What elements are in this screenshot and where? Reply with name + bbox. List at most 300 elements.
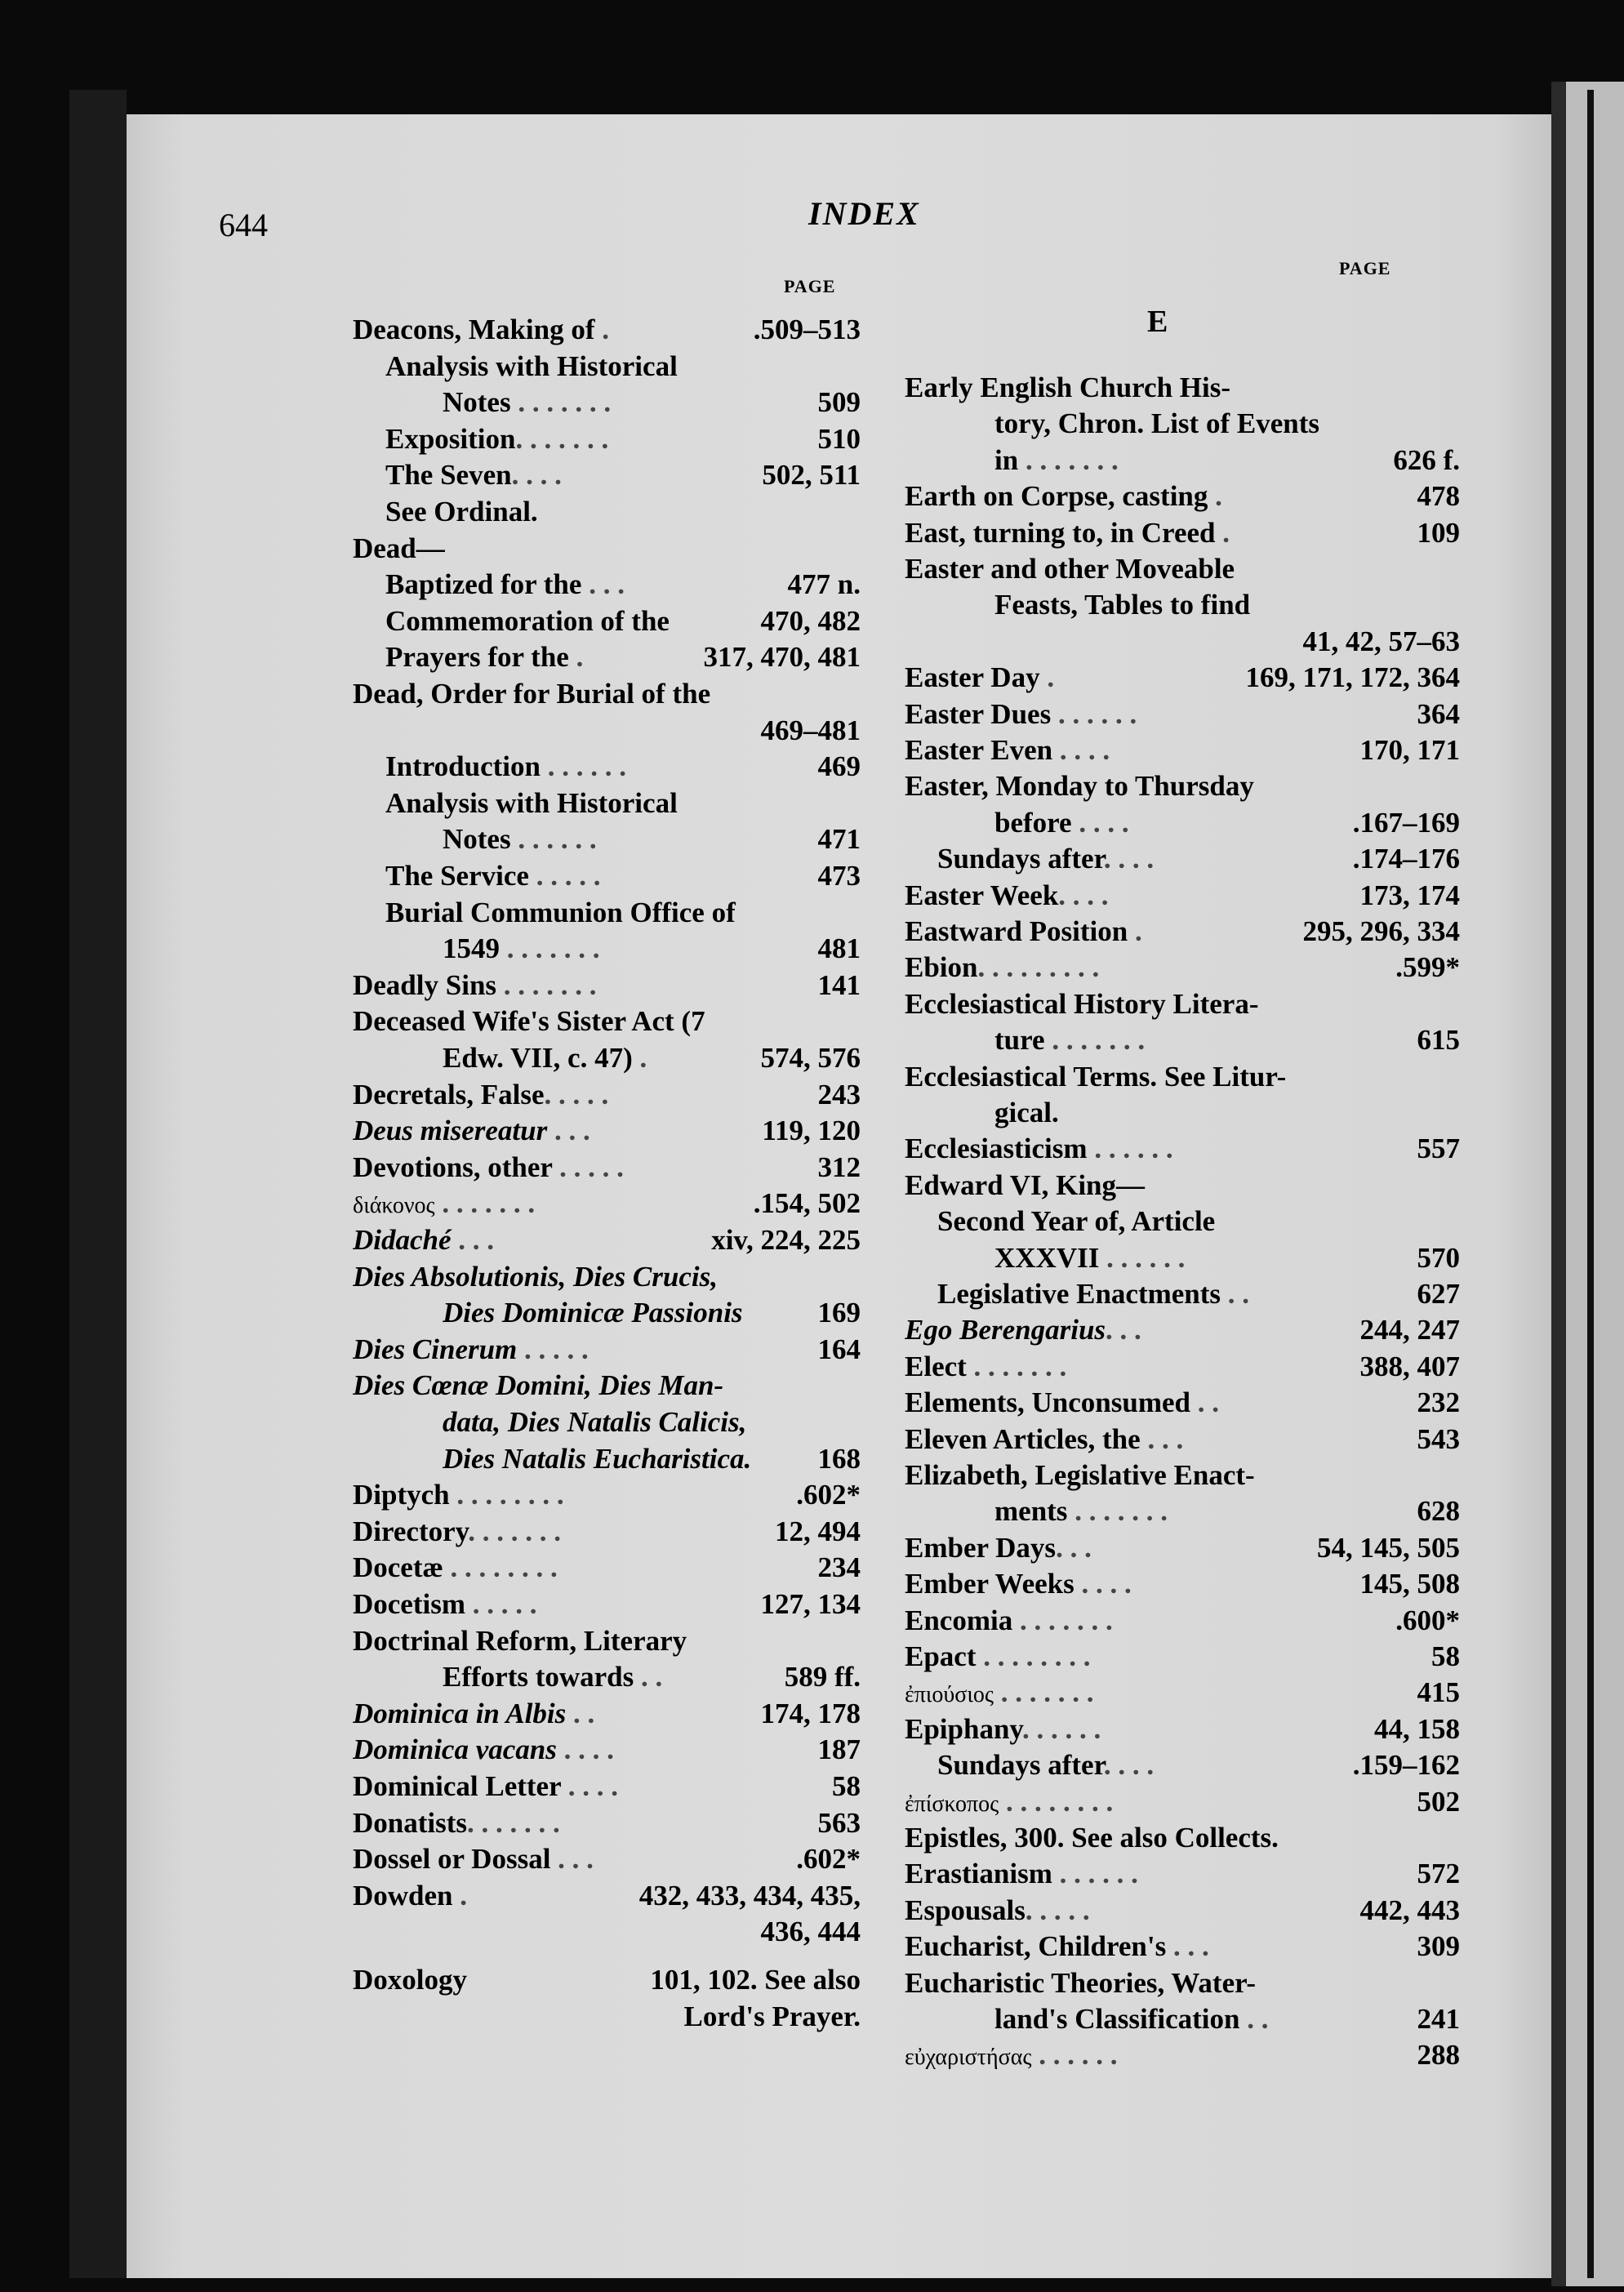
- dot-leader: . . .: [1106, 1314, 1141, 1346]
- index-entry: [353, 1964, 861, 1996]
- index-term: Ember Weeks: [905, 1568, 1075, 1600]
- index-term: Dowden: [353, 1879, 453, 1911]
- dot-leader: . . . . . . .: [500, 932, 600, 965]
- index-entry: [994, 1024, 1460, 1057]
- page-reference: 170, 171: [1359, 734, 1460, 766]
- index-entry: [353, 1479, 861, 1511]
- index-entry: [353, 532, 861, 565]
- index-term: Deadly Sins: [353, 968, 497, 1001]
- index-entry: [443, 932, 861, 965]
- page-reference: 626 f.: [1393, 443, 1460, 476]
- index-term: Deceased Wife's Sister Act (7: [353, 1005, 705, 1038]
- index-entry: [905, 1314, 1460, 1346]
- dot-leader: . . .: [550, 1843, 594, 1876]
- index-term: Ego Berengarius: [905, 1314, 1106, 1346]
- dot-leader: . . .: [547, 1115, 590, 1147]
- index-entry: [443, 1297, 861, 1329]
- dot-leader: .: [452, 1879, 468, 1911]
- index-entry: [443, 386, 861, 419]
- dot-leader: . .: [1190, 1386, 1220, 1419]
- index-term: before: [994, 806, 1072, 839]
- page-reference: 477 n.: [787, 568, 861, 601]
- index-term: Easter and other Moveable: [905, 553, 1235, 585]
- index-term: gical.: [994, 1097, 1059, 1128]
- index-term: Doxology: [353, 1964, 467, 1996]
- page-reference: 141: [817, 968, 861, 1001]
- index-entry: [905, 1568, 1460, 1600]
- index-entry: [905, 1894, 1460, 1927]
- dot-leader: . . .: [451, 1224, 495, 1256]
- page-reference: 174, 178: [760, 1697, 861, 1729]
- dot-leader: . . .: [1166, 1930, 1209, 1963]
- index-entry: [937, 1278, 1460, 1311]
- index-term: Decretals, False: [353, 1078, 545, 1110]
- index-entry: [905, 1061, 1460, 1093]
- index-entry: [905, 517, 1460, 550]
- dot-leader: . . . . . .: [1087, 1133, 1173, 1165]
- page-reference: 173, 174: [1359, 879, 1460, 911]
- index-term: Easter Even: [905, 734, 1053, 766]
- index-entry: [353, 1843, 861, 1876]
- index-term: XXXVII: [994, 1241, 1100, 1274]
- index-entry: [905, 1713, 1460, 1746]
- index-term: ments: [994, 1495, 1068, 1528]
- index-term: Second Year of, Article: [937, 1205, 1216, 1238]
- dot-leader: . . . .: [1071, 806, 1129, 839]
- index-entry: [905, 915, 1460, 948]
- index-entry: [353, 1625, 861, 1658]
- page-reference: 442, 443: [1359, 1894, 1460, 1926]
- page-reference: 615: [1417, 1024, 1460, 1057]
- index-term: Baptized for the: [385, 568, 582, 601]
- page-reference: 58: [832, 1770, 861, 1802]
- dot-leader: . . . . . . .: [468, 1515, 561, 1547]
- index-entry: [905, 1532, 1460, 1564]
- page-reference: 432, 433, 434, 435,: [638, 1879, 861, 1911]
- page-reference: 309: [1417, 1930, 1460, 1963]
- dot-leader: . . . .: [1052, 734, 1110, 766]
- index-term: The Service: [385, 860, 529, 892]
- index-entry: [994, 625, 1460, 658]
- page-reference: 101, 102. See also: [650, 1964, 861, 1996]
- page-reference: .159–162: [1352, 1749, 1460, 1782]
- index-term: Dossel or Dossal: [353, 1843, 551, 1876]
- page-reference: 58: [1431, 1640, 1460, 1672]
- page-reference: 415: [1417, 1676, 1460, 1709]
- index-term: Dead, Order for Burial of the: [353, 678, 711, 710]
- dot-leader: . . . . .: [544, 1078, 609, 1110]
- dot-leader: . . . . . .: [1052, 1858, 1138, 1890]
- index-entry: [443, 1042, 861, 1075]
- dot-leader: . . . . . .: [1031, 2039, 1118, 2072]
- page-reference: 317, 470, 481: [703, 641, 861, 674]
- index-entry: [353, 1369, 861, 1402]
- index-term: Sundays after: [937, 1749, 1104, 1782]
- index-entry: [385, 496, 861, 528]
- index-entry: [443, 2000, 861, 2033]
- index-entry: [905, 1423, 1460, 1456]
- running-head: INDEX: [808, 195, 920, 232]
- page-reference: 469–481: [760, 714, 861, 746]
- page-reference: 572: [1417, 1858, 1460, 1890]
- dot-leader: . . . . . . .: [994, 1676, 1094, 1709]
- index-entry: [905, 1459, 1460, 1492]
- index-entry: [994, 589, 1460, 621]
- index-term: Notes: [443, 386, 511, 419]
- dot-leader: . . . . . . . .: [443, 1551, 558, 1584]
- index-entry: [905, 1822, 1460, 1854]
- page-reference: .167–169: [1352, 806, 1460, 839]
- index-term: Dies Cinerum: [353, 1333, 518, 1365]
- index-term: Legislative Enactments: [937, 1278, 1221, 1310]
- page-reference: 509: [817, 386, 861, 419]
- index-term: land's Classification: [994, 2003, 1240, 2035]
- index-entry: [905, 553, 1460, 585]
- index-entry: [385, 750, 861, 783]
- dot-leader: . . . . . . .: [434, 1187, 536, 1220]
- dot-leader: . . . . .: [552, 1150, 624, 1183]
- page-reference: 627: [1417, 1278, 1460, 1310]
- dot-leader: . . . . . .: [1022, 1712, 1101, 1745]
- dot-leader: .: [1128, 915, 1142, 947]
- index-entry: [994, 407, 1460, 440]
- index-term: Epiphany: [905, 1712, 1022, 1745]
- dot-leader: . . . . . . . . .: [977, 951, 1100, 984]
- index-entry: [443, 714, 861, 747]
- index-entry: [994, 807, 1460, 839]
- page-reference: 44, 158: [1374, 1712, 1460, 1745]
- page-reference: .599*: [1395, 951, 1460, 984]
- page-reference: 510: [817, 422, 861, 455]
- facing-page-edge: [1566, 82, 1624, 2286]
- index-entry: [353, 1770, 861, 1803]
- dot-leader: . . .: [1140, 1422, 1184, 1455]
- index-term: Doctrinal Reform, Literary: [353, 1624, 687, 1657]
- dot-leader: . . . .: [1103, 843, 1155, 875]
- index-entry: [353, 1224, 861, 1257]
- dot-leader: . . . . . .: [1099, 1241, 1186, 1274]
- index-entry: [385, 641, 861, 674]
- page-reference: Lord's Prayer.: [683, 2000, 861, 2032]
- index-term: Earth on Corpse, casting: [905, 480, 1208, 513]
- index-entry: [905, 1967, 1460, 2000]
- dot-leader: . . . . . .: [1051, 697, 1137, 730]
- page-reference: xiv, 224, 225: [711, 1224, 861, 1256]
- page-reference: 12, 494: [775, 1515, 861, 1547]
- index-term: Efforts towards: [443, 1661, 634, 1693]
- index-term: Docetæ: [353, 1551, 443, 1584]
- dot-leader: . . . .: [1103, 1749, 1155, 1782]
- page-reference: 364: [1417, 697, 1460, 730]
- page-reference: 241: [1417, 2003, 1460, 2035]
- dot-leader: . . .: [581, 568, 625, 601]
- dot-leader: .: [1208, 480, 1222, 513]
- page-reference: 169, 171, 172, 364: [1245, 661, 1460, 694]
- index-term: Epact: [905, 1640, 977, 1672]
- index-entry: [905, 372, 1460, 404]
- index-entry: [937, 843, 1460, 875]
- index-entry: [994, 2003, 1460, 2036]
- index-entry: [353, 1551, 861, 1584]
- index-entry: [994, 444, 1460, 477]
- index-term: Easter Day: [905, 661, 1040, 694]
- index-entry: [385, 459, 861, 492]
- index-term: Burial Communion Office of: [385, 896, 736, 928]
- index-term: Eleven Articles, the: [905, 1422, 1141, 1455]
- index-term: Erastianism: [905, 1858, 1052, 1890]
- index-entry: [443, 823, 861, 856]
- page-reference: 312: [817, 1150, 861, 1183]
- index-entry: [385, 860, 861, 892]
- index-entry: [443, 1406, 861, 1439]
- index-entry: [385, 423, 861, 456]
- dot-leader: . . . .: [511, 459, 562, 492]
- page-reference: 168: [817, 1442, 861, 1475]
- index-term: Ecclesiastical Terms. See Litur-: [905, 1060, 1287, 1093]
- index-term: Deacons, Making of: [353, 314, 595, 345]
- index-entry: [353, 1880, 861, 1912]
- index-entry: [385, 897, 861, 929]
- index-term: Eastward Position: [905, 915, 1128, 947]
- index-term: Ecclesiastical History Litera-: [905, 987, 1259, 1020]
- index-term: Dominica in Albis: [353, 1697, 567, 1729]
- index-term: Edw. VII, c. 47): [443, 1042, 633, 1074]
- index-term: Exposition: [385, 422, 516, 455]
- page-reference: 502: [1417, 1785, 1460, 1818]
- page-reference: .600*: [1395, 1604, 1460, 1636]
- dot-leader: . . . . . . .: [1012, 1604, 1113, 1636]
- index-term: ture: [994, 1024, 1045, 1057]
- index-term: Analysis with Historical: [385, 349, 678, 382]
- index-entry: [353, 1515, 861, 1548]
- index-term: Directory: [353, 1515, 469, 1547]
- index-term: Elect: [905, 1350, 967, 1382]
- index-term: 1549: [443, 932, 500, 965]
- page-reference: 470, 482: [760, 604, 861, 637]
- dot-leader: . . . . . . . .: [999, 1785, 1114, 1818]
- dot-leader: . . . . . .: [540, 750, 626, 783]
- index-term: Elizabeth, Legislative Enact-: [905, 1459, 1255, 1491]
- index-entry: [353, 678, 861, 710]
- index-entry: [905, 1930, 1460, 1963]
- dot-leader: . .: [1239, 2003, 1269, 2035]
- index-term: Epistles, 300. See also Collects.: [905, 1822, 1279, 1854]
- page-reference: 570: [1417, 1241, 1460, 1274]
- index-term: data, Dies Natalis Calicis,: [443, 1406, 747, 1438]
- index-term: εὐχαριστήσας: [905, 2045, 1032, 2071]
- index-entry: [353, 1733, 861, 1766]
- index-term: Edward VI, King—: [905, 1168, 1146, 1201]
- index-entry: [443, 1661, 861, 1693]
- index-term: Dead—: [353, 532, 445, 564]
- index-term: Feasts, Tables to find: [994, 589, 1251, 621]
- index-entry: [385, 787, 861, 820]
- page-reference: 145, 508: [1359, 1568, 1460, 1600]
- index-entry: [353, 314, 861, 346]
- page-reference: 54, 145, 505: [1317, 1531, 1460, 1564]
- index-term: Devotions, other: [353, 1150, 553, 1183]
- dot-leader: . .: [566, 1697, 595, 1729]
- page-reference: 502, 511: [762, 459, 861, 492]
- index-entry: [905, 988, 1460, 1021]
- page-reference: 169: [817, 1297, 861, 1329]
- index-term: Docetism: [353, 1588, 466, 1620]
- index-entry: [443, 1443, 861, 1475]
- right-page-col-label: PAGE: [1339, 258, 1391, 278]
- dot-leader: . . . . . . .: [966, 1350, 1067, 1382]
- index-term: Dies Cœnæ Domini, Dies Man-: [353, 1369, 724, 1402]
- index-entry: [905, 1676, 1460, 1709]
- index-term: Ebion: [905, 951, 978, 984]
- index-entry: [905, 1169, 1460, 1202]
- dot-leader: . . . . . . .: [510, 386, 612, 419]
- dot-leader: . . . .: [560, 1770, 618, 1802]
- page-reference: 243: [817, 1078, 861, 1110]
- index-entry: [994, 1097, 1460, 1129]
- index-term: Early English Church His-: [905, 372, 1231, 403]
- page-reference: 574, 576: [760, 1042, 861, 1074]
- page-reference: 628: [1417, 1495, 1460, 1528]
- index-entry: [905, 1133, 1460, 1165]
- index-term: Dies Absolutionis, Dies Crucis,: [353, 1260, 718, 1293]
- index-term: Dominical Letter: [353, 1770, 561, 1802]
- page-reference: 563: [817, 1806, 861, 1839]
- section-letter: E: [1147, 305, 1168, 339]
- dot-leader: . . . . . . .: [1044, 1024, 1146, 1057]
- page-reference: 187: [817, 1733, 861, 1766]
- index-term: Notes: [443, 823, 511, 856]
- page-reference: 288: [1417, 2039, 1460, 2072]
- index-term: The Seven: [385, 459, 512, 492]
- page-reference: 234: [817, 1551, 861, 1584]
- index-entry: [353, 1151, 861, 1184]
- dot-leader: .: [632, 1042, 647, 1074]
- index-term: Espousals: [905, 1894, 1026, 1926]
- index-term: in: [994, 443, 1019, 476]
- dot-leader: . . . . . .: [510, 823, 597, 856]
- index-entry: [905, 2039, 1460, 2072]
- page-reference: .174–176: [1352, 843, 1460, 875]
- index-term: Elements, Unconsumed: [905, 1386, 1191, 1419]
- index-term: Commemoration of the: [385, 604, 670, 637]
- page-reference: 295, 296, 334: [1302, 915, 1460, 947]
- index-entry: [443, 1916, 861, 1948]
- dot-leader: .: [1215, 516, 1230, 549]
- index-term: Diptych: [353, 1479, 450, 1511]
- index-entry: [905, 1640, 1460, 1673]
- page-reference: .509–513: [753, 314, 861, 345]
- dot-leader: . . . . . . .: [467, 1806, 560, 1839]
- page-gutter: [1551, 82, 1566, 2286]
- dot-leader: .: [1039, 661, 1055, 694]
- index-entry: [905, 1858, 1460, 1890]
- dot-leader: . . . . .: [1025, 1894, 1090, 1926]
- index-entry: [994, 1495, 1460, 1528]
- index-term: ἐπίσκοπος: [905, 1791, 999, 1817]
- index-entry: [905, 661, 1460, 694]
- index-entry: [905, 879, 1460, 912]
- page-reference: 164: [817, 1333, 861, 1365]
- dot-leader: . . . .: [1058, 879, 1109, 911]
- index-term: East, turning to, in Creed: [905, 516, 1216, 549]
- index-term: Ember Days: [905, 1531, 1057, 1564]
- index-term: Deus misereatur: [353, 1115, 548, 1147]
- index-entry: [905, 1351, 1460, 1383]
- page-reference: 481: [817, 932, 861, 965]
- page-reference: 471: [817, 823, 861, 856]
- index-term: Dies Dominicæ Passionis: [443, 1297, 743, 1329]
- page-reference: 543: [1417, 1422, 1460, 1455]
- dot-leader: . .: [1221, 1278, 1250, 1310]
- dot-leader: . . . . . . . .: [976, 1640, 1091, 1672]
- page-reference: 473: [817, 860, 861, 892]
- index-entry: [905, 1604, 1460, 1637]
- index-term: tory, Chron. List of Events: [994, 407, 1319, 440]
- index-entry: [937, 1205, 1460, 1238]
- index-term: Easter, Monday to Thursday: [905, 770, 1254, 803]
- dot-leader: . . . .: [556, 1733, 614, 1766]
- index-term: Dominica vacans: [353, 1733, 557, 1766]
- dot-leader: . . . . . . . .: [449, 1479, 564, 1511]
- index-term: Ecclesiasticism: [905, 1133, 1088, 1165]
- index-term: Dies Natalis Eucharistica.: [443, 1442, 752, 1475]
- index-entry: [353, 1807, 861, 1840]
- dot-leader: .: [568, 641, 584, 674]
- index-entry: [353, 1187, 861, 1220]
- page-reference: 557: [1417, 1133, 1460, 1165]
- index-entry: [905, 770, 1460, 803]
- index-term: Easter Dues: [905, 697, 1052, 730]
- dot-leader: . . . . .: [517, 1333, 589, 1365]
- page-reference: 436, 444: [760, 1916, 861, 1948]
- index-entry: [385, 605, 861, 638]
- index-term: διάκονος: [353, 1193, 435, 1219]
- index-entry: [905, 734, 1460, 767]
- index-term: Donatists: [353, 1806, 468, 1839]
- page-reference: .602*: [796, 1479, 861, 1511]
- index-entry: [353, 1115, 861, 1147]
- dot-leader: . .: [634, 1661, 663, 1693]
- index-term: Introduction: [385, 750, 541, 783]
- page-reference: 589 ff.: [784, 1661, 861, 1693]
- index-term: Eucharistic Theories, Water-: [905, 1966, 1256, 1999]
- index-entry: [385, 350, 861, 383]
- index-entry: [353, 1698, 861, 1730]
- index-entry: [937, 1749, 1460, 1782]
- page-reference: 109: [1417, 516, 1460, 549]
- index-term: See Ordinal.: [385, 496, 538, 527]
- page-reference: 127, 134: [760, 1588, 861, 1620]
- page-reference: .602*: [796, 1843, 861, 1876]
- index-entry: [905, 951, 1460, 984]
- dot-leader: . . . . . . .: [1067, 1495, 1168, 1528]
- facing-page-rule: [1587, 90, 1594, 2278]
- page-reference: 232: [1417, 1386, 1460, 1419]
- index-entry: [905, 1386, 1460, 1419]
- index-entry: [905, 1786, 1460, 1818]
- index-term: Prayers for the: [385, 641, 569, 674]
- page-reference: 478: [1417, 480, 1460, 513]
- dot-leader: . . . . . . .: [496, 968, 597, 1001]
- index-term: Didaché: [353, 1224, 452, 1256]
- dot-leader: . . . . . . .: [1018, 443, 1119, 476]
- index-term: Analysis with Historical: [385, 786, 678, 819]
- left-page-col-label: PAGE: [784, 276, 836, 296]
- index-entry: [905, 480, 1460, 513]
- dot-leader: . . . .: [1074, 1568, 1132, 1600]
- index-entry: [353, 969, 861, 1002]
- index-entry: [353, 1588, 861, 1621]
